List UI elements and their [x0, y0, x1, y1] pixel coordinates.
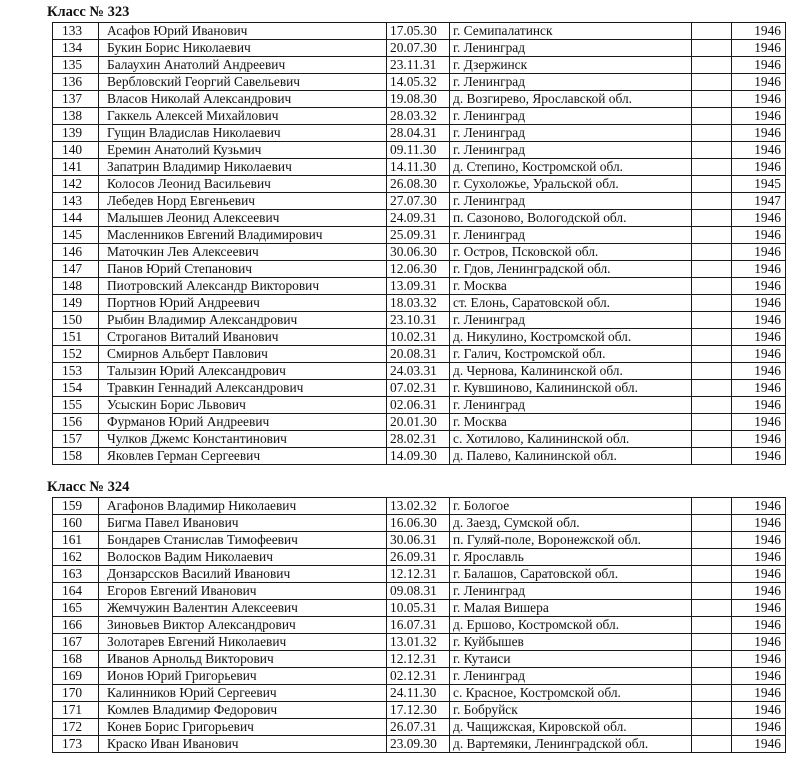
birth-date-cell: 26.09.31: [387, 549, 450, 566]
year-cell: 1946: [732, 278, 786, 295]
year-cell: 1946: [732, 295, 786, 312]
empty-cell: [692, 448, 732, 465]
birth-date-cell: 23.11.31: [387, 57, 450, 74]
full-name-cell: Иванов Арнольд Викторович: [99, 651, 387, 668]
empty-cell: [692, 142, 732, 159]
birth-date-cell: 19.08.30: [387, 91, 450, 108]
birth-date-cell: 30.06.31: [387, 532, 450, 549]
year-cell: 1945: [732, 176, 786, 193]
birth-place-cell: г. Москва: [450, 414, 692, 431]
birth-place-cell: д. Вартемяки, Ленинградской обл.: [450, 736, 692, 753]
year-cell: 1946: [732, 414, 786, 431]
birth-date-cell: 23.10.31: [387, 312, 450, 329]
birth-place-cell: г. Малая Вишера: [450, 600, 692, 617]
row-number-cell: 141: [53, 159, 99, 176]
empty-cell: [692, 600, 732, 617]
birth-place-cell: г. Семипалатинск: [450, 23, 692, 40]
full-name-cell: Агафонов Владимир Николаевич: [99, 498, 387, 515]
empty-cell: [692, 363, 732, 380]
row-number-cell: 154: [53, 380, 99, 397]
full-name-cell: Бондарев Станислав Тимофеевич: [99, 532, 387, 549]
empty-cell: [692, 414, 732, 431]
table-row: [53, 346, 786, 363]
birth-date-cell: 28.02.31: [387, 431, 450, 448]
year-cell: 1946: [732, 397, 786, 414]
table-row: [53, 40, 786, 57]
birth-place-cell: г. Ленинград: [450, 40, 692, 57]
full-name-cell: Еремин Анатолий Кузьмич: [99, 142, 387, 159]
birth-date-cell: 16.07.31: [387, 617, 450, 634]
row-number-cell: 166: [53, 617, 99, 634]
table-row: [53, 227, 786, 244]
year-cell: 1946: [732, 74, 786, 91]
birth-date-cell: 24.11.30: [387, 685, 450, 702]
row-number-cell: 145: [53, 227, 99, 244]
row-number-cell: 156: [53, 414, 99, 431]
row-number-cell: 171: [53, 702, 99, 719]
birth-place-cell: с. Хотилово, Калининской обл.: [450, 431, 692, 448]
birth-date-cell: 13.02.32: [387, 498, 450, 515]
table-row: [53, 634, 786, 651]
full-name-cell: Ионов Юрий Григорьевич: [99, 668, 387, 685]
table-row: [53, 702, 786, 719]
table-row: [53, 431, 786, 448]
row-number-cell: 170: [53, 685, 99, 702]
year-cell: 1947: [732, 193, 786, 210]
empty-cell: [692, 176, 732, 193]
birth-date-cell: 28.03.32: [387, 108, 450, 125]
row-number-cell: 146: [53, 244, 99, 261]
year-cell: 1946: [732, 583, 786, 600]
full-name-cell: Лебедев Норд Евгеньевич: [99, 193, 387, 210]
full-name-cell: Волосков Вадим Николаевич: [99, 549, 387, 566]
year-cell: 1946: [732, 532, 786, 549]
empty-cell: [692, 227, 732, 244]
year-cell: 1946: [732, 617, 786, 634]
full-name-cell: Портнов Юрий Андреевич: [99, 295, 387, 312]
birth-date-cell: 30.06.30: [387, 244, 450, 261]
row-number-cell: 136: [53, 74, 99, 91]
birth-date-cell: 26.07.31: [387, 719, 450, 736]
full-name-cell: Малышев Леонид Алексеевич: [99, 210, 387, 227]
birth-place-cell: г. Ленинград: [450, 397, 692, 414]
row-number-cell: 172: [53, 719, 99, 736]
table-row: [53, 532, 786, 549]
birth-place-cell: г. Балашов, Саратовской обл.: [450, 566, 692, 583]
birth-place-cell: г. Галич, Костромской обл.: [450, 346, 692, 363]
year-cell: 1946: [732, 549, 786, 566]
year-cell: 1946: [732, 125, 786, 142]
full-name-cell: Чулков Джемс Константинович: [99, 431, 387, 448]
empty-cell: [692, 244, 732, 261]
birth-place-cell: г. Ленинград: [450, 583, 692, 600]
birth-place-cell: г. Ленинград: [450, 125, 692, 142]
full-name-cell: Бигма Павел Иванович: [99, 515, 387, 532]
full-name-cell: Калинников Юрий Сергеевич: [99, 685, 387, 702]
birth-place-cell: г. Ленинград: [450, 74, 692, 91]
full-name-cell: Смирнов Альберт Павлович: [99, 346, 387, 363]
full-name-cell: Фурманов Юрий Андреевич: [99, 414, 387, 431]
year-cell: 1946: [732, 210, 786, 227]
empty-cell: [692, 125, 732, 142]
row-number-cell: 162: [53, 549, 99, 566]
row-number-cell: 138: [53, 108, 99, 125]
birth-date-cell: 07.02.31: [387, 380, 450, 397]
empty-cell: [692, 549, 732, 566]
row-number-cell: 137: [53, 91, 99, 108]
year-cell: 1946: [732, 227, 786, 244]
table-row: [53, 210, 786, 227]
year-cell: 1946: [732, 448, 786, 465]
year-cell: 1946: [732, 685, 786, 702]
table-row: [53, 295, 786, 312]
full-name-cell: Краско Иван Иванович: [99, 736, 387, 753]
table-row: [53, 583, 786, 600]
empty-cell: [692, 702, 732, 719]
birth-date-cell: 12.12.31: [387, 566, 450, 583]
birth-date-cell: 13.01.32: [387, 634, 450, 651]
birth-place-cell: г. Ленинград: [450, 108, 692, 125]
table-row: [53, 142, 786, 159]
year-cell: 1946: [732, 142, 786, 159]
year-cell: 1946: [732, 363, 786, 380]
year-cell: 1946: [732, 566, 786, 583]
table-row: [53, 312, 786, 329]
table-row: [53, 668, 786, 685]
birth-place-cell: г. Кутаиси: [450, 651, 692, 668]
year-cell: 1946: [732, 23, 786, 40]
empty-cell: [692, 719, 732, 736]
year-cell: 1946: [732, 57, 786, 74]
birth-date-cell: 09.08.31: [387, 583, 450, 600]
full-name-cell: Маточкин Лев Алексеевич: [99, 244, 387, 261]
full-name-cell: Донзарссков Василий Иванович: [99, 566, 387, 583]
empty-cell: [692, 498, 732, 515]
year-cell: 1946: [732, 498, 786, 515]
birth-place-cell: д. Заезд, Сумской обл.: [450, 515, 692, 532]
row-number-cell: 157: [53, 431, 99, 448]
table-row: [53, 719, 786, 736]
birth-place-cell: г. Бологое: [450, 498, 692, 515]
empty-cell: [692, 736, 732, 753]
empty-cell: [692, 278, 732, 295]
row-number-cell: 150: [53, 312, 99, 329]
empty-cell: [692, 74, 732, 91]
year-cell: 1946: [732, 651, 786, 668]
full-name-cell: Зиновьев Виктор Александрович: [99, 617, 387, 634]
empty-cell: [692, 651, 732, 668]
birth-place-cell: г. Бобруйск: [450, 702, 692, 719]
row-number-cell: 140: [53, 142, 99, 159]
year-cell: 1946: [732, 702, 786, 719]
table-row: [53, 515, 786, 532]
empty-cell: [692, 261, 732, 278]
birth-date-cell: 24.09.31: [387, 210, 450, 227]
year-cell: 1946: [732, 346, 786, 363]
table-row: [53, 176, 786, 193]
table-row: [53, 651, 786, 668]
row-number-cell: 147: [53, 261, 99, 278]
table-row: [53, 363, 786, 380]
birth-place-cell: д. Палево, Калининской обл.: [450, 448, 692, 465]
year-cell: 1946: [732, 515, 786, 532]
full-name-cell: Асафов Юрий Иванович: [99, 23, 387, 40]
birth-date-cell: 14.05.32: [387, 74, 450, 91]
birth-place-cell: д. Возгирево, Ярославской обл.: [450, 91, 692, 108]
birth-place-cell: с. Красное, Костромской обл.: [450, 685, 692, 702]
full-name-cell: Масленников Евгений Владимирович: [99, 227, 387, 244]
birth-date-cell: 20.07.30: [387, 40, 450, 57]
full-name-cell: Гущин Владислав Николаевич: [99, 125, 387, 142]
birth-date-cell: 18.03.32: [387, 295, 450, 312]
year-cell: 1946: [732, 380, 786, 397]
row-number-cell: 153: [53, 363, 99, 380]
empty-cell: [692, 57, 732, 74]
birth-place-cell: г. Дзержинск: [450, 57, 692, 74]
row-number-cell: 148: [53, 278, 99, 295]
empty-cell: [692, 295, 732, 312]
year-cell: 1946: [732, 600, 786, 617]
birth-date-cell: 09.11.30: [387, 142, 450, 159]
birth-date-cell: 23.09.30: [387, 736, 450, 753]
birth-place-cell: г. Сухоложье, Уральской обл.: [450, 176, 692, 193]
table-row: [53, 159, 786, 176]
birth-date-cell: 14.09.30: [387, 448, 450, 465]
full-name-cell: Вербловский Георгий Савельевич: [99, 74, 387, 91]
year-cell: 1946: [732, 244, 786, 261]
full-name-cell: Талызин Юрий Александрович: [99, 363, 387, 380]
table-row: [53, 57, 786, 74]
empty-cell: [692, 346, 732, 363]
full-name-cell: Жемчужин Валентин Алексеевич: [99, 600, 387, 617]
birth-date-cell: 20.08.31: [387, 346, 450, 363]
row-number-cell: 142: [53, 176, 99, 193]
empty-cell: [692, 685, 732, 702]
year-cell: 1946: [732, 108, 786, 125]
table-row: [53, 600, 786, 617]
birth-date-cell: 26.08.30: [387, 176, 450, 193]
full-name-cell: Комлев Владимир Федорович: [99, 702, 387, 719]
table-row: [53, 74, 786, 91]
full-name-cell: Строганов Виталий Иванович: [99, 329, 387, 346]
row-number-cell: 133: [53, 23, 99, 40]
table-row: [53, 91, 786, 108]
full-name-cell: Панов Юрий Степанович: [99, 261, 387, 278]
birth-date-cell: 12.06.30: [387, 261, 450, 278]
empty-cell: [692, 91, 732, 108]
table-row: [53, 685, 786, 702]
row-number-cell: 163: [53, 566, 99, 583]
year-cell: 1946: [732, 736, 786, 753]
table-row: [53, 380, 786, 397]
full-name-cell: Балаухин Анатолий Андреевич: [99, 57, 387, 74]
table-row: [53, 329, 786, 346]
birth-place-cell: г. Ленинград: [450, 227, 692, 244]
table-row: [53, 193, 786, 210]
birth-place-cell: ст. Елонь, Саратовской обл.: [450, 295, 692, 312]
table-row: [53, 108, 786, 125]
year-cell: 1946: [732, 329, 786, 346]
birth-date-cell: 17.12.30: [387, 702, 450, 719]
empty-cell: [692, 40, 732, 57]
row-number-cell: 168: [53, 651, 99, 668]
row-number-cell: 165: [53, 600, 99, 617]
full-name-cell: Пиотровский Александр Викторович: [99, 278, 387, 295]
student-table: [52, 22, 786, 465]
class-heading: Класс № 324: [47, 479, 130, 495]
birth-date-cell: 24.03.31: [387, 363, 450, 380]
full-name-cell: Гаккель Алексей Михайлович: [99, 108, 387, 125]
birth-place-cell: д. Никулино, Костромской обл.: [450, 329, 692, 346]
empty-cell: [692, 617, 732, 634]
row-number-cell: 158: [53, 448, 99, 465]
birth-place-cell: г. Гдов, Ленинградской обл.: [450, 261, 692, 278]
empty-cell: [692, 23, 732, 40]
row-number-cell: 152: [53, 346, 99, 363]
table-row: [53, 414, 786, 431]
row-number-cell: 155: [53, 397, 99, 414]
row-number-cell: 164: [53, 583, 99, 600]
year-cell: 1946: [732, 431, 786, 448]
year-cell: 1946: [732, 312, 786, 329]
birth-date-cell: 13.09.31: [387, 278, 450, 295]
full-name-cell: Власов Николай Александрович: [99, 91, 387, 108]
table-row: [53, 549, 786, 566]
birth-place-cell: г. Ленинград: [450, 312, 692, 329]
row-number-cell: 173: [53, 736, 99, 753]
empty-cell: [692, 380, 732, 397]
row-number-cell: 149: [53, 295, 99, 312]
empty-cell: [692, 668, 732, 685]
table-row: [53, 244, 786, 261]
birth-place-cell: д. Чернова, Калининской обл.: [450, 363, 692, 380]
birth-place-cell: г. Ленинград: [450, 193, 692, 210]
empty-cell: [692, 210, 732, 227]
empty-cell: [692, 634, 732, 651]
empty-cell: [692, 397, 732, 414]
row-number-cell: 139: [53, 125, 99, 142]
birth-date-cell: 20.01.30: [387, 414, 450, 431]
full-name-cell: Букин Борис Николаевич: [99, 40, 387, 57]
birth-place-cell: д. Степино, Костромской обл.: [450, 159, 692, 176]
table-row: [53, 23, 786, 40]
birth-place-cell: г. Ленинград: [450, 142, 692, 159]
row-number-cell: 160: [53, 515, 99, 532]
empty-cell: [692, 312, 732, 329]
table-row: [53, 736, 786, 753]
row-number-cell: 143: [53, 193, 99, 210]
table-row: [53, 125, 786, 142]
birth-date-cell: 25.09.31: [387, 227, 450, 244]
full-name-cell: Конев Борис Григорьевич: [99, 719, 387, 736]
birth-date-cell: 16.06.30: [387, 515, 450, 532]
full-name-cell: Рыбин Владимир Александрович: [99, 312, 387, 329]
birth-date-cell: 14.11.30: [387, 159, 450, 176]
birth-place-cell: г. Кувшиново, Калининской обл.: [450, 380, 692, 397]
empty-cell: [692, 431, 732, 448]
full-name-cell: Колосов Леонид Васильевич: [99, 176, 387, 193]
year-cell: 1946: [732, 634, 786, 651]
birth-date-cell: 17.05.30: [387, 23, 450, 40]
row-number-cell: 134: [53, 40, 99, 57]
birth-place-cell: г. Ярославль: [450, 549, 692, 566]
birth-place-cell: г. Куйбышев: [450, 634, 692, 651]
year-cell: 1946: [732, 719, 786, 736]
row-number-cell: 169: [53, 668, 99, 685]
birth-place-cell: п. Сазоново, Вологодской обл.: [450, 210, 692, 227]
table-row: [53, 261, 786, 278]
table-row: [53, 566, 786, 583]
row-number-cell: 144: [53, 210, 99, 227]
empty-cell: [692, 566, 732, 583]
birth-date-cell: 02.06.31: [387, 397, 450, 414]
empty-cell: [692, 193, 732, 210]
full-name-cell: Запатрин Владимир Николаевич: [99, 159, 387, 176]
birth-place-cell: г. Москва: [450, 278, 692, 295]
year-cell: 1946: [732, 91, 786, 108]
birth-place-cell: п. Гуляй-поле, Воронежской обл.: [450, 532, 692, 549]
year-cell: 1946: [732, 668, 786, 685]
row-number-cell: 135: [53, 57, 99, 74]
birth-place-cell: д. Чащижская, Кировской обл.: [450, 719, 692, 736]
year-cell: 1946: [732, 261, 786, 278]
full-name-cell: Травкин Геннадий Александрович: [99, 380, 387, 397]
birth-place-cell: г. Ленинград: [450, 668, 692, 685]
birth-date-cell: 02.12.31: [387, 668, 450, 685]
row-number-cell: 161: [53, 532, 99, 549]
student-table: [52, 497, 786, 753]
birth-date-cell: 28.04.31: [387, 125, 450, 142]
empty-cell: [692, 329, 732, 346]
empty-cell: [692, 583, 732, 600]
year-cell: 1946: [732, 40, 786, 57]
birth-date-cell: 10.02.31: [387, 329, 450, 346]
empty-cell: [692, 515, 732, 532]
row-number-cell: 159: [53, 498, 99, 515]
full-name-cell: Яковлев Герман Сергеевич: [99, 448, 387, 465]
empty-cell: [692, 108, 732, 125]
table-row: [53, 397, 786, 414]
table-row: [53, 498, 786, 515]
birth-place-cell: д. Ершово, Костромской обл.: [450, 617, 692, 634]
empty-cell: [692, 532, 732, 549]
table-row: [53, 278, 786, 295]
birth-place-cell: г. Остров, Псковской обл.: [450, 244, 692, 261]
row-number-cell: 151: [53, 329, 99, 346]
birth-date-cell: 27.07.30: [387, 193, 450, 210]
birth-date-cell: 10.05.31: [387, 600, 450, 617]
row-number-cell: 167: [53, 634, 99, 651]
full-name-cell: Егоров Евгений Иванович: [99, 583, 387, 600]
table-row: [53, 448, 786, 465]
birth-date-cell: 12.12.31: [387, 651, 450, 668]
class-heading: Класс № 323: [47, 4, 130, 20]
full-name-cell: Золотарев Евгений Николаевич: [99, 634, 387, 651]
empty-cell: [692, 159, 732, 176]
table-row: [53, 617, 786, 634]
full-name-cell: Усыскин Борис Львович: [99, 397, 387, 414]
year-cell: 1946: [732, 159, 786, 176]
